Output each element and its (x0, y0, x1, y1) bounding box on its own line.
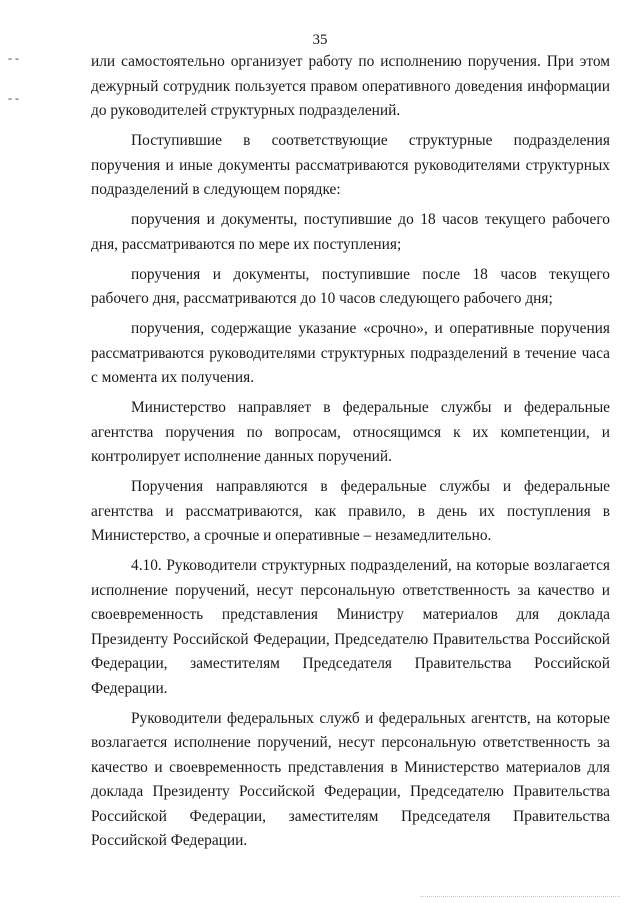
scan-artifact-mark: - - (8, 91, 19, 105)
page-number: 35 (312, 32, 328, 48)
paragraph-agency-heads: Руководители федеральных служб и федеральных агентств, на которые возлагается исполнение поручений, несут персональную ответственность за качество и своевременность представления в Министерство материалов для доклада Президенту Российской Федерации, Председателю Правительства Российской Федерации, заместителям Председателя Правительства Российской Федерации. (91, 709, 610, 849)
paragraph-after-18: поручения и документы, поступившие после 18 часов текущего рабочего дня, рассматриваются до 10 часов следующего рабочего дня; (91, 265, 610, 307)
paragraph-ministry-directs: Министерство направляет в федеральные службы и федеральные агентства поручения по вопросам, относящимся к их компетенции, и контролирует исполнение данных поручений. (91, 399, 610, 465)
paragraph-continuation: или самостоятельно организует работу по исполнению поручения. При этом дежурный сотрудник пользуется правом оперативного доведения информации до руководителей структурных подразделений. (91, 53, 610, 119)
paragraph-urgent: поручения, содержащие указание «срочно», и оперативные поручения рассматриваются руководителями структурных подразделений в течение часа с момента их получения. (91, 320, 610, 386)
document-body (91, 50, 610, 859)
paragraph-section-4-10: 4.10. Руководители структурных подразделений, на которые возлагается исполнение поручений, несут персональную ответственность за качество и своевременность представления Министру материалов для доклада Президенту Российской Федерации, Председателю Правительства Российской Федерации, заместителям Председателя Правительства Российской Федерации. (91, 557, 610, 697)
paragraph-same-day: Поручения направляются в федеральные службы и федеральные агентства и рассматриваются, как правило, в день их поступления в Министерство, а срочные и оперативные – незамедлительно. (91, 478, 610, 544)
paragraph-before-18: поручения и документы, поступившие до 18 часов текущего рабочего дня, рассматриваются по мере их поступления; (91, 211, 610, 253)
paragraph-review-order: Поступившие в соответствующие структурные подразделения поручения и иные документы рассматриваются руководителями структурных подразделений в следующем порядке: (91, 132, 610, 198)
scan-artifact-mark: - - (8, 51, 19, 65)
